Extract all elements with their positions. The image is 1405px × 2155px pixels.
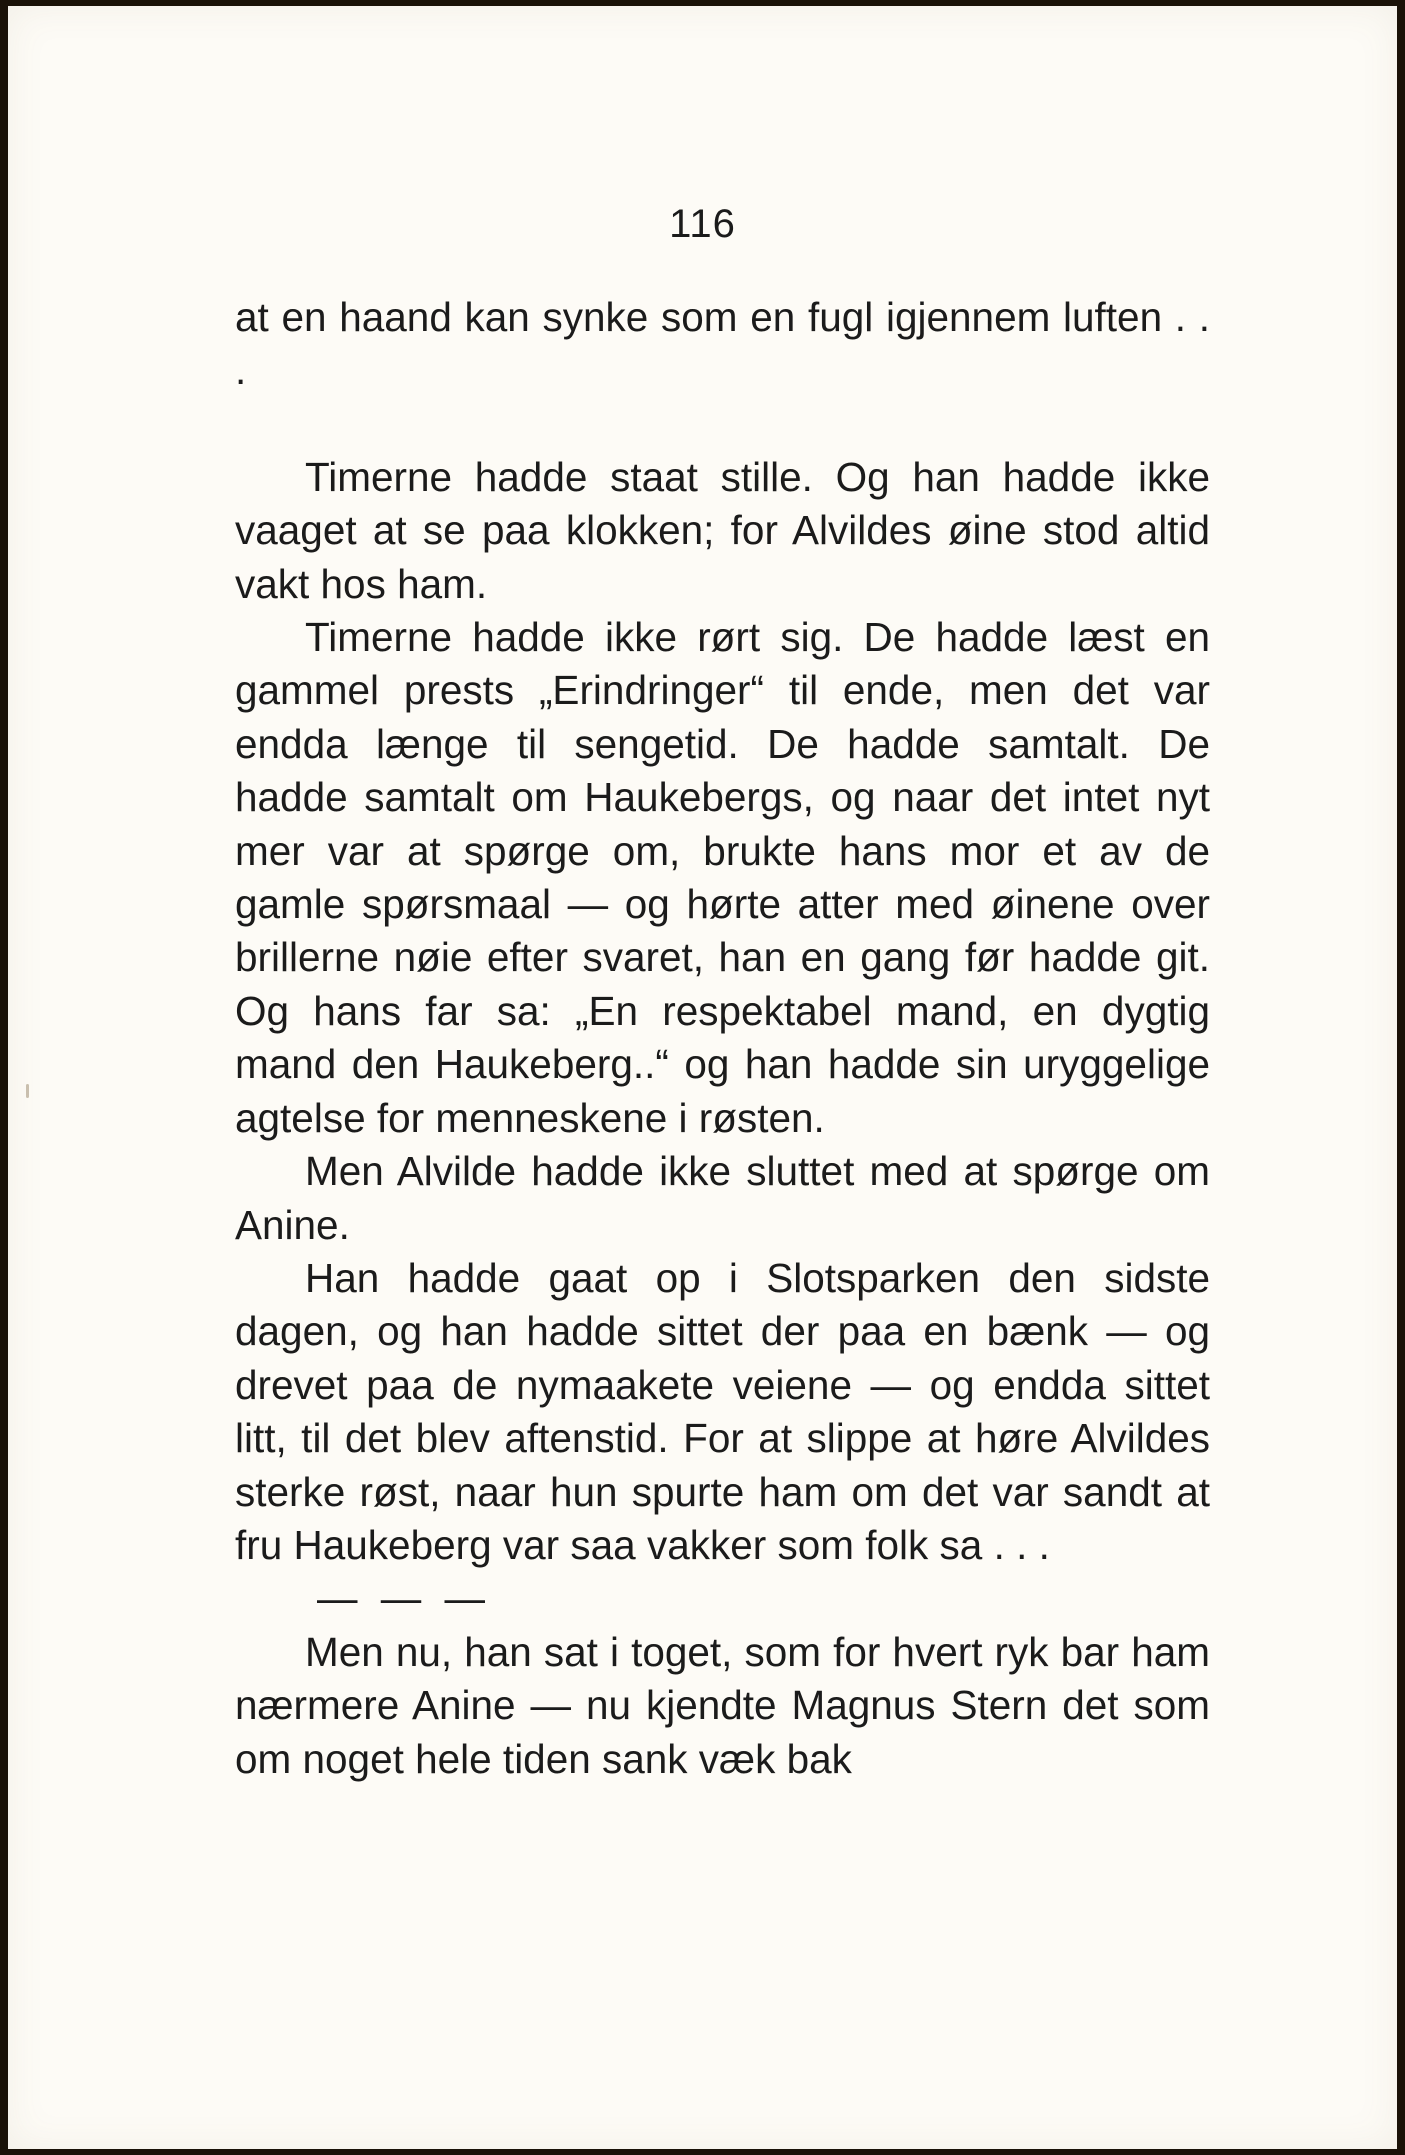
paper-blemish (26, 1084, 29, 1098)
body-text (235, 291, 1210, 1786)
paragraph: Timerne hadde staat stille. Og han hadde ikke vaaget at se paa klokken; for Alvildes øine stod altid vakt hos ham. (235, 453, 1210, 607)
paragraph: Han hadde gaat op i Slotsparken den sidste dagen, og han hadde sittet der paa en bænk — og drevet paa de nymaakete veiene — og endda sittet litt, til det blev aftenstid. For at slippe at høre Alvildes sterke røst, naar hun spurte ham om det var sandt at fru Haukeberg var saa vakker som folk sa . . . (235, 1254, 1210, 1568)
paragraph: Men Alvilde hadde ikke sluttet med at spørge om Anine. (235, 1148, 1210, 1248)
paragraph: Men nu, han sat i toget, som for hvert ryk bar ham nærmere Anine — nu kjendte Magnus Stern det som om noget hele tiden sank væk bak (235, 1628, 1210, 1782)
paragraph: Timerne hadde ikke rørt sig. De hadde læst en gammel prests „Erindringer“ til ende, men det var endda længe til sengetid. De hadde samtalt. De hadde samtalt om Haukebergs, og naar det intet nyt mer var at spørge om, brukte hans mor et av de gamle spørsmaal — og hørte atter med øinene over brillerne nøie efter svaret, han en gang før hadde git. Og hans far sa: „En respektabel mand, en dygtig mand den Haukeberg..“ og han hadde sin uryggelige agtelse for menneskene i røsten. (235, 614, 1210, 1141)
book-page (8, 6, 1397, 2149)
page-number: 116 (669, 202, 736, 246)
paragraph-continuation: at en haand kan synke som en fugl igjennem luften . . . (235, 294, 1210, 394)
section-separator: — — — (317, 1575, 492, 1622)
